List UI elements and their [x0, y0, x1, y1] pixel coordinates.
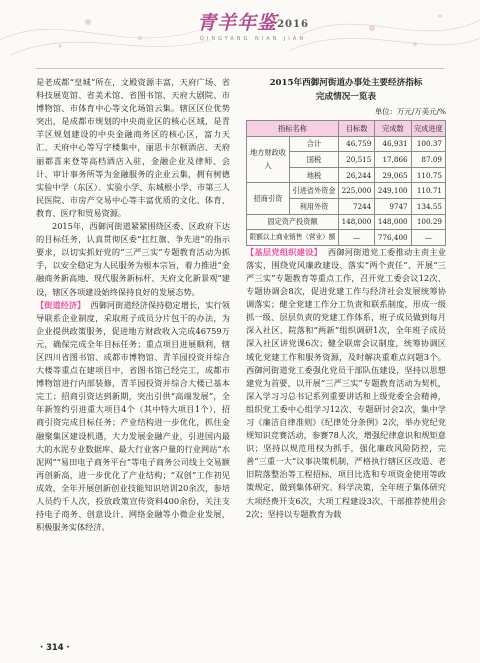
- row-actual: 9747: [375, 198, 411, 214]
- row-progress: 110.71: [411, 183, 445, 199]
- party-text: 西御河街道党工委推动主责主业落实，围绕党风廉政建设、落实“两个责任”、开展“三严三实”专题教育等重点工作，召开党工委会议12次、专题协调会8次，促进党建工作与经济社会发展统筹协调落实；健全党建工作分工负责和联系制度，形成一级抓一级、层层负责的党建工作体系，班子成员做到每月深入社区、院落和“两新”组织调研1次，全年班子成员深入社区讲党课6次；健全联席会议制度，统筹协调区域化党建工作和服务资源，及时解决重难点问题3个。西御河街道党工委强化党员干部队伍建设，坚持以思想建党为首要，以开展“三严三实”专题教育活动为契机，深入学习习总书记系列重要讲话和上级党委全会精神，组织党工委中心组学习12次、专题研讨会2次，集中学习《廉洁自律准则》《纪律处分条例》2次，举办党纪党规知识竞赛活动，参赛78人次，增强纪律意识和规矩意识；坚持以规范用权为抓手，强化廉政风险防控，完善“三重一大”议事决策机制，严格执行辖区区改造、老旧院落整治等工程招标，项目比选和专项资金使用等政策规定，做到集体研究、科学决策，全年班子集体研究大项经费开支6次，大项工程建设3次、干部推荐使用会2次；坚持以专题教育为载: [246, 246, 446, 519]
- row-label: 合计: [290, 136, 339, 152]
- row-target: —: [338, 230, 374, 246]
- header-actual: 完成数: [375, 121, 411, 137]
- row-target: 46,759: [338, 136, 374, 152]
- row-actual: 29,065: [375, 167, 411, 183]
- table-header-row: [247, 121, 446, 137]
- page-number: · 314 ·: [40, 642, 70, 652]
- row-progress: 100.29: [411, 214, 445, 230]
- row-target: 225,000: [338, 183, 374, 199]
- row-actual: 776,400: [375, 230, 411, 246]
- header-target: 目标数: [338, 121, 374, 137]
- party-heading: 【基层党组织建设】: [246, 246, 323, 257]
- row-target: 148,000: [338, 214, 374, 230]
- row-progress: 87.09: [411, 152, 445, 168]
- table-row: [247, 214, 446, 230]
- table-row: [247, 183, 446, 199]
- row-label: 限额以上商业销售（营业）额: [247, 230, 339, 246]
- row-label: 利用外资: [290, 198, 339, 214]
- row-actual: 46,931: [375, 136, 411, 152]
- row-actual: 148,000: [375, 214, 411, 230]
- economy-text: 西御河街道经济保持稳定增长，实行领导联系企业制度，采取班子成员分片包干的办法，为企业提供政策服务，促进地方财政收入完成46759万元，确保完成全年目标任务；重点项目进展顺利，辖区四川省图书馆、成都市博物馆、青羊园投资并综合大楼等重点在建项目中，省图书馆已经完工，成都市博物馆进行内部装修，青羊园投资并综合大楼已基本完工；招商引资达到新期，突出引供“高端发展”，全年新签约引进重大项目4个（其中特大项目1个），招商引资完成目标任务；产业结构进一步优化，抓住金融聚集区建设机遇，大力发展金融产业，引进国内最大的水泥专业数据库、最大行业客户量的行业网站“水泥网”“易田电子商务平台”等电子商务公司线上交易额再创新高，进一步优化了产业结构；“双创”工作初见成效，全年开展创新创业技能知识培训20余次，参培人员约千人次，投放政策宣传资料400余份，关注支持电子商务、创意设计、网络金融等小微企业发展，积极服务实体经济。: [36, 299, 230, 533]
- summary-paragraph: 2015年，西御河街道紧紧围绕区委、区政府下达的目标任务，认真贯彻区委“扛红旗、争先进”的指示要求，以切实抓好党的“三严三实”专题教育活动为抓手，以安全稳定为人民服务为根本宗旨，着力推进“金融商务新高地、现代服务新标杆、天府文化新景观”建设，辖区各项建设始终保持良好的发展态势。: [36, 221, 230, 297]
- row-label: 固定资产投资额: [247, 214, 339, 230]
- masthead: [178, 8, 328, 42]
- header-rule: [36, 68, 444, 69]
- row-progress: 134.55: [411, 198, 445, 214]
- row-progress: 110.75: [411, 167, 445, 183]
- row-target: 26,244: [338, 167, 374, 183]
- table-unit: 单位：万元/万美元/%: [374, 107, 446, 116]
- row-label: 国税: [290, 152, 339, 168]
- header-progress: 完成进度: [411, 121, 445, 137]
- economy-section: [36, 299, 230, 535]
- economic-indicators-table: [246, 120, 446, 246]
- header-indicator: 指标名称: [247, 121, 339, 137]
- group-fiscal-revenue: 地方财政收入: [247, 136, 290, 183]
- masthead-subtitle: QINGYANG NIAN JIAN: [199, 36, 307, 42]
- row-label: 引进省外资金: [290, 183, 339, 199]
- party-section: [246, 246, 446, 521]
- masthead-title: 青羊年鉴2016: [197, 12, 309, 34]
- table-subtitle: 完成情况一览表: [315, 92, 377, 102]
- row-target: 7244: [338, 198, 374, 214]
- row-actual: 249,100: [375, 183, 411, 199]
- table-row: [247, 230, 446, 246]
- table-row: [247, 136, 446, 152]
- table-title: 2015年西御河街道办事处主要经济指标: [269, 78, 423, 88]
- row-progress: —: [411, 230, 445, 246]
- left-column: [36, 76, 230, 534]
- row-target: 20,515: [338, 152, 374, 168]
- row-label: 地税: [290, 167, 339, 183]
- group-investment: 招商引资: [247, 183, 290, 214]
- row-actual: 17,866: [375, 152, 411, 168]
- intro-paragraph: 是老成都“皇城”所在，文殿资源丰富，天府广场、省科技展览馆、省美术馆、省图书馆、天府大剧院、市博物馆、市体育中心等文化场馆云集。辖区区位优势突出，是成都市规划的中央商业区的核心区域，是青羊区规划建设的中央金融商务区的核心区，富力天汇、天府中心等写字楼集中，丽思卡尔顿酒店、天府丽都喜来登等高档酒店入驻，金融企业及律师、会计、审计事务所等为金融服务的企业云集，拥有树德实验中学（东区）、实验小学、东城根小学、市第三人民医院、市房产交易中心等丰富优质的文化、体育、教育、医疗和贸易资源。: [36, 77, 230, 218]
- right-column: [246, 76, 446, 521]
- economy-heading: 【街道经济】: [36, 299, 86, 310]
- row-progress: 100.37: [411, 136, 445, 152]
